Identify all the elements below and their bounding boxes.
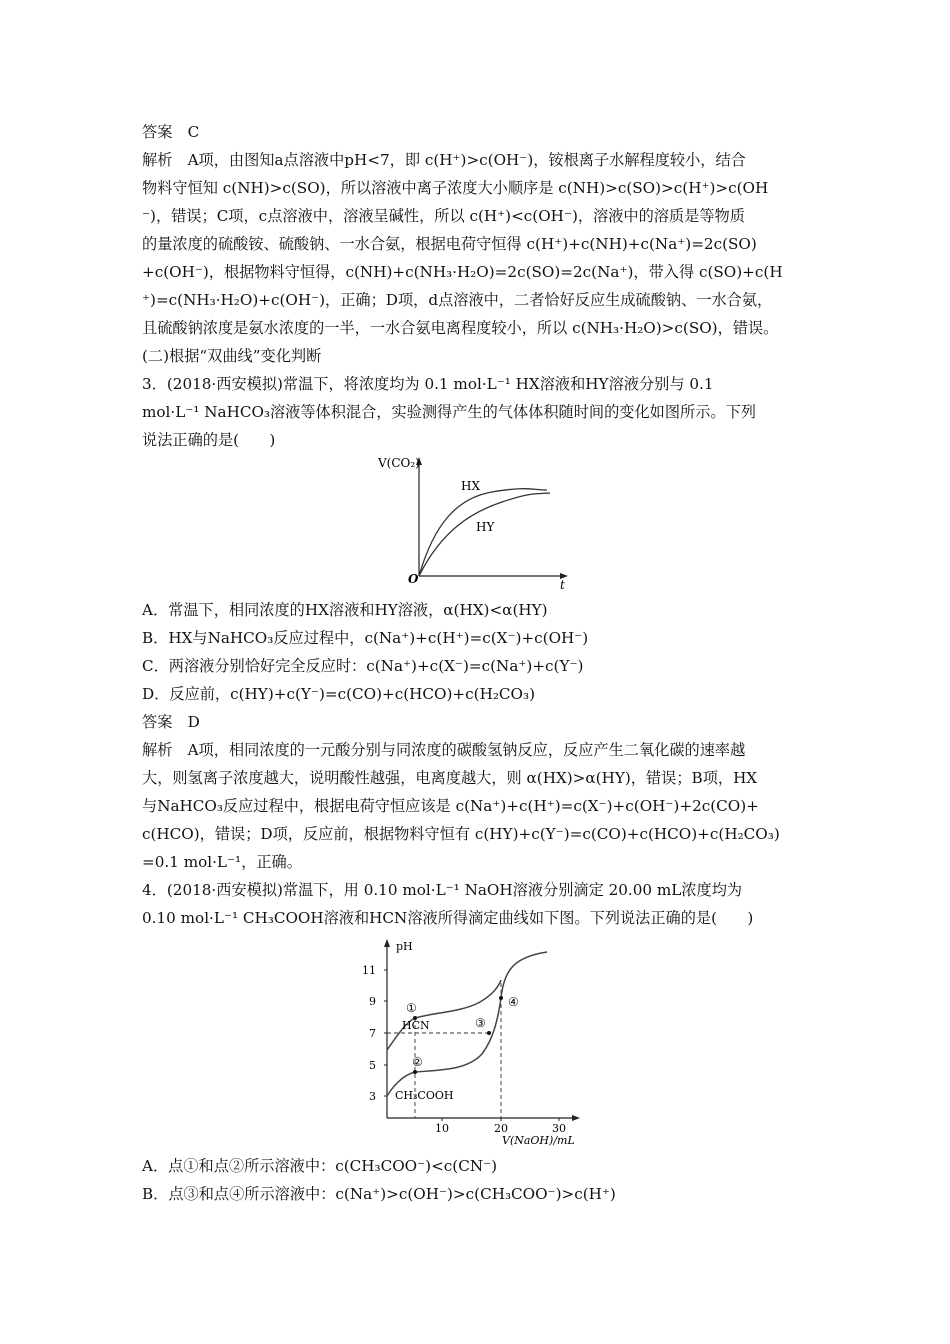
hcn-curve: [387, 980, 501, 1050]
titration-curve-figure: [362, 930, 592, 1152]
y-axis-label: pH: [396, 940, 413, 953]
origin-label: O: [408, 572, 419, 586]
x-axis-arrow: [572, 1115, 580, 1121]
analysis-3-line-1: 解析 A项，相同浓度的一元酸分别与同浓度的碳酸氢钠反应，反应产生二氧化碳的速率越: [142, 741, 746, 759]
analysis-1-line-5: +c(OH⁻)，根据物料守恒得，c(NH)+c(NH₃·H₂O)=2c(SO)=2c(Na⁺)，带入得 c(SO)+c(H: [142, 263, 783, 281]
point-4-label: ④: [508, 995, 519, 1009]
point-1-label: ①: [406, 1001, 417, 1015]
q3-option-b: B．HX与NaHCO₃反应过程中，c(Na⁺)+c(H⁺)=c(X⁻)+c(OH⁻): [142, 629, 589, 647]
ch3cooh-label: CH₃COOH: [395, 1089, 454, 1102]
point-3-marker: [487, 1031, 491, 1035]
y-tick-label-5: 5: [369, 1059, 376, 1072]
hy-label: HY: [476, 520, 495, 534]
question-3-line-2: mol·L⁻¹ NaHCO₃溶液等体积混合，实验测得产生的气体体积随时间的变化如图所示。下列: [142, 403, 756, 421]
q3-option-c: C．两溶液分别恰好完全反应时：c(Na⁺)+c(X⁻)=c(Na⁺)+c(Y⁻): [142, 657, 584, 675]
q4-option-a: A．点①和点②所示溶液中：c(CH₃COO⁻)<c(CN⁻): [142, 1157, 498, 1175]
hx-label: HX: [461, 479, 481, 493]
x-tick-label-30: 30: [552, 1122, 566, 1135]
gas-volume-time-figure: [372, 452, 572, 592]
hy-curve: [419, 493, 550, 576]
x-tick-label-20: 20: [494, 1122, 508, 1135]
question-3-line-3: 说法正确的是( ): [142, 431, 276, 449]
q3-option-a: A．常温下，相同浓度的HX溶液和HY溶液，α(HX)<α(HY): [142, 601, 548, 619]
answer-1: 答案 C: [142, 123, 200, 141]
x-axis-label: V(NaOH)/mL: [502, 1134, 575, 1147]
hcn-label: HCN: [402, 1019, 430, 1032]
answer-3: 答案 D: [142, 713, 200, 731]
y-axis-arrow: [384, 939, 390, 947]
analysis-1-line-3: ⁻)，错误；C项，c点溶液中，溶液呈碱性，所以 c(H⁺)<c(OH⁻)，溶液中的溶质是等物质: [142, 207, 745, 225]
question-3-line-1: 3．(2018·西安模拟)常温下，将浓度均为 0.1 mol·L⁻¹ HX溶液和HY溶液分别与 0.1: [142, 375, 714, 393]
point-3-label: ③: [475, 1016, 486, 1030]
analysis-3-line-2: 大，则氢离子浓度越大，说明酸性越强，电离度越大，则 α(HX)>α(HY)，错误；B项，HX: [142, 769, 758, 787]
analysis-1-line-6: ⁺)=c(NH₃·H₂O)+c(OH⁻)，正确；D项，d点溶液中，二者恰好反应生成硫酸钠、一水合氨，: [142, 291, 773, 309]
y-tick-label-9: 9: [369, 995, 376, 1008]
analysis-1-line-7: 且硫酸钠浓度是氨水浓度的一半，一水合氨电离程度较小，所以 c(NH₃·H₂O)>c(SO)，错误。: [142, 319, 779, 337]
q4-option-b: B．点③和点④所示溶液中：c(Na⁺)>c(OH⁻)>c(CH₃COO⁻)>c(H⁺): [142, 1185, 616, 1203]
analysis-1-line-1: 解析 A项，由图知a点溶液中pH<7，即 c(H⁺)>c(OH⁻)，铵根离子水解程度较小，结合: [142, 151, 746, 169]
y-tick-label-11: 11: [362, 964, 376, 977]
y-tick-label-7: 7: [369, 1027, 376, 1040]
section-heading: (二)根据“双曲线”变化判断: [142, 347, 322, 365]
question-4-line-2: 0.10 mol·L⁻¹ CH₃COOH溶液和HCN溶液所得滴定曲线如下图。下列说法正确的是( ): [142, 909, 754, 927]
point-2-label: ②: [412, 1055, 423, 1069]
analysis-1-line-2: 物料守恒知 c(NH)>c(SO)，所以溶液中离子浓度大小顺序是 c(NH)>c(SO)>c(H⁺)>c(OH: [142, 179, 769, 197]
question-4-line-1: 4．(2018·西安模拟)常温下，用 0.10 mol·L⁻¹ NaOH溶液分别滴定 20.00 mL浓度均为: [142, 881, 743, 899]
x-axis-label: t: [560, 578, 565, 592]
point-2-marker: [413, 1070, 417, 1074]
analysis-3-line-4: c(HCO)，错误；D项，反应前，根据物料守恒有 c(HY)+c(Y⁻)=c(CO)+c(HCO)+c(H₂CO₃): [142, 825, 780, 843]
y-tick-label-3: 3: [369, 1090, 376, 1103]
analysis-1-line-4: 的量浓度的硫酸铵、硫酸钠、一水合氨，根据电荷守恒得 c(H⁺)+c(NH)+c(Na⁺)=2c(SO): [142, 235, 757, 253]
analysis-3-line-5: =0.1 mol·L⁻¹，正确。: [142, 853, 302, 871]
q3-option-d: D．反应前，c(HY)+c(Y⁻)=c(CO)+c(HCO)+c(H₂CO₃): [142, 685, 535, 703]
point-4-marker: [499, 996, 503, 1000]
x-tick-label-10: 10: [435, 1122, 449, 1135]
y-axis-label: V(CO₂): [378, 456, 420, 470]
analysis-3-line-3: 与NaHCO₃反应过程中，根据电荷守恒应该是 c(Na⁺)+c(H⁺)=c(X⁻)+c(OH⁻)+2c(CO)+: [142, 797, 759, 815]
